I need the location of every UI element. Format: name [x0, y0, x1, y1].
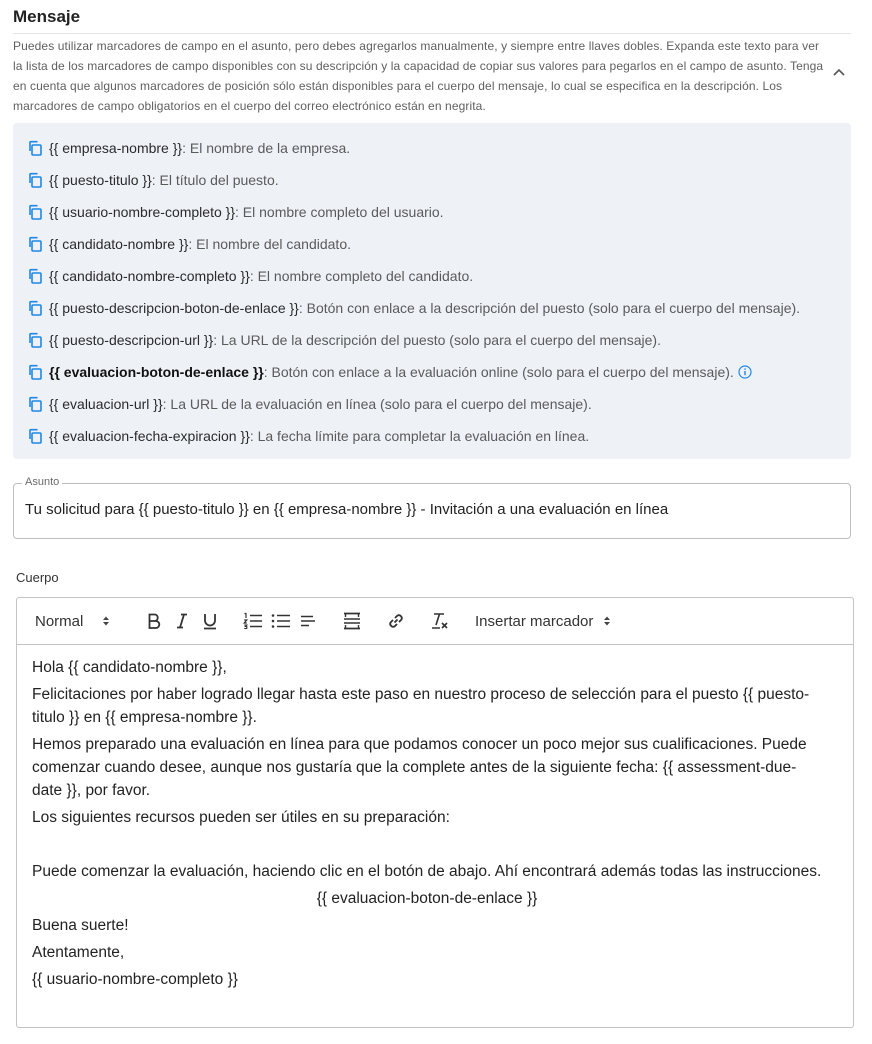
copy-icon[interactable]: [27, 140, 43, 156]
placeholder-description: : El nombre del candidato.: [188, 236, 351, 252]
copy-icon[interactable]: [27, 428, 43, 444]
format-select[interactable]: [35, 598, 110, 644]
placeholder-key: {{ evaluacion-fecha-expiracion }}: [49, 428, 250, 444]
subject-input[interactable]: [25, 501, 835, 518]
section-title: Mensaje: [13, 7, 81, 26]
bullet-list-button[interactable]: [271, 598, 291, 644]
placeholder-description: : La URL de la evaluación en línea (solo para el cuerpo del mensaje).: [162, 396, 592, 412]
info-icon[interactable]: [738, 365, 752, 379]
placeholder-description: : La URL de la descripción del puesto (solo para el cuerpo del mensaje).: [213, 332, 661, 348]
copy-icon[interactable]: [27, 396, 43, 412]
body-label: Cuerpo: [16, 570, 59, 585]
body-paragraph: Los siguientes recursos pueden ser útiles en su preparación:: [32, 809, 450, 826]
placeholder-item: [27, 266, 473, 286]
body-paragraph: Felicitaciones por haber logrado llegar hasta este paso en nuestro proceso de selección para el puesto {{ puesto-titulo }} en {{ empresa-nombre }}.: [32, 686, 810, 726]
align-left-icon: [299, 612, 317, 630]
title-divider: [13, 33, 851, 34]
placeholder-description: : El nombre completo del candidato.: [249, 268, 474, 284]
subject-label: Asunto: [22, 476, 62, 488]
placeholder-description: : El nombre de la empresa.: [182, 140, 351, 156]
bullet-list-icon: [271, 612, 291, 630]
body-paragraph: Hemos preparado una evaluación en línea para que podamos conocer un poco mejor sus cualificaciones. Puede comenzar cuando desee, aunque nos gustaría que la complete antes de la siguiente fecha: {{ assessment-due-date }}, por favor.: [32, 736, 807, 799]
copy-icon[interactable]: [27, 204, 43, 220]
copy-icon[interactable]: [27, 364, 43, 380]
body-editor: [16, 597, 854, 1028]
placeholder-key: {{ usuario-nombre-completo }}: [49, 204, 235, 220]
copy-icon[interactable]: [27, 300, 43, 316]
copy-icon[interactable]: [27, 268, 43, 284]
placeholder-key: {{ evaluacion-url }}: [49, 396, 163, 412]
placeholder-item: [27, 234, 351, 254]
subject-field: [13, 476, 851, 539]
copy-icon[interactable]: [27, 236, 43, 252]
placeholder-description: : La fecha límite para completar la evaluación en línea.: [249, 428, 590, 444]
ordered-list-button[interactable]: [243, 598, 263, 644]
align-left-button[interactable]: [299, 598, 317, 644]
select-arrows-icon: [102, 615, 110, 627]
body-paragraph: Puede comenzar la evaluación, haciendo clic en el botón de abajo. Ahí encontrará además todas las instrucciones.: [32, 863, 822, 880]
placeholder-description: : Botón con enlace a la evaluación online (solo para el cuerpo del mensaje).: [263, 364, 734, 380]
placeholder-description: : El nombre completo del usuario.: [235, 204, 444, 220]
horizontal-rule-icon: [342, 611, 362, 631]
placeholder-description: : El título del puesto.: [151, 172, 279, 188]
placeholder-description: : Botón con enlace a la descripción del puesto (solo para el cuerpo del mensaje).: [298, 300, 801, 316]
placeholder-item: [27, 170, 279, 190]
format-select-value: Normal: [35, 612, 84, 630]
bold-icon: [145, 612, 163, 630]
ordered-list-icon: [243, 612, 263, 630]
italic-button[interactable]: [173, 598, 191, 644]
section-description[interactable]: Puedes utilizar marcadores de campo en el asunto, pero debes agregarlos manualmente, y siempre entre llaves dobles. Expanda este texto para ver la lista de los marcadores de campo disponibles con su descripción y la capacidad de copiar sus valores para pegarlos en el campo de asunto. Tenga en cuenta que algunos marcadores de posición sólo están disponibles para el cuerpo del mensaje, lo cual se especifica en la descripción. Los marcadores de campo obligatorios en el cuerpo del correo electrónico están en negrita.: [13, 39, 824, 113]
empty-line: [32, 833, 822, 856]
editor-toolbar: [17, 598, 853, 645]
signature-line: {{ usuario-nombre-completo }}: [32, 971, 238, 988]
sign-off-line: Atentamente,: [32, 944, 125, 961]
clear-format-button[interactable]: [429, 598, 449, 644]
placeholder-item: [27, 426, 589, 446]
divider-button[interactable]: [342, 598, 362, 644]
placeholder-item: [27, 330, 661, 350]
clear-format-icon: [429, 611, 449, 631]
placeholder-key: {{ candidato-nombre-completo }}: [49, 268, 250, 284]
placeholder-item: [27, 202, 444, 222]
link-button[interactable]: [386, 598, 406, 644]
placeholder-item: [27, 362, 752, 382]
placeholder-key: {{ puesto-descripcion-url }}: [49, 332, 214, 348]
placeholder-key: {{ puesto-titulo }}: [49, 172, 152, 188]
link-icon: [386, 611, 406, 631]
placeholder-key: {{ empresa-nombre }}: [49, 140, 183, 156]
underline-icon: [201, 612, 219, 630]
insert-placeholder-select[interactable]: [475, 598, 611, 644]
insert-placeholder-label: Insertar marcador: [475, 612, 594, 630]
placeholder-key: {{ evaluacion-boton-de-enlace }}: [49, 364, 264, 380]
placeholder-key: {{ candidato-nombre }}: [49, 236, 189, 252]
button-placeholder-line: {{ evaluacion-boton-de-enlace }}: [316, 890, 538, 907]
italic-icon: [173, 612, 191, 630]
placeholder-list: [13, 123, 851, 459]
copy-icon[interactable]: [27, 332, 43, 348]
copy-icon[interactable]: [27, 172, 43, 188]
chevron-up-icon[interactable]: [831, 64, 847, 80]
underline-button[interactable]: [201, 598, 219, 644]
bold-button[interactable]: [145, 598, 163, 644]
select-arrows-icon: [603, 615, 611, 627]
body-paragraph: Buena suerte!: [32, 917, 129, 934]
placeholder-key: {{ puesto-descripcion-boton-de-enlace }}: [49, 300, 299, 316]
placeholder-item: [27, 394, 592, 414]
placeholder-item: [27, 138, 350, 158]
editor-content[interactable]: [32, 656, 822, 995]
greeting-line: Hola {{ candidato-nombre }},: [32, 659, 227, 676]
placeholder-item: [27, 298, 800, 318]
